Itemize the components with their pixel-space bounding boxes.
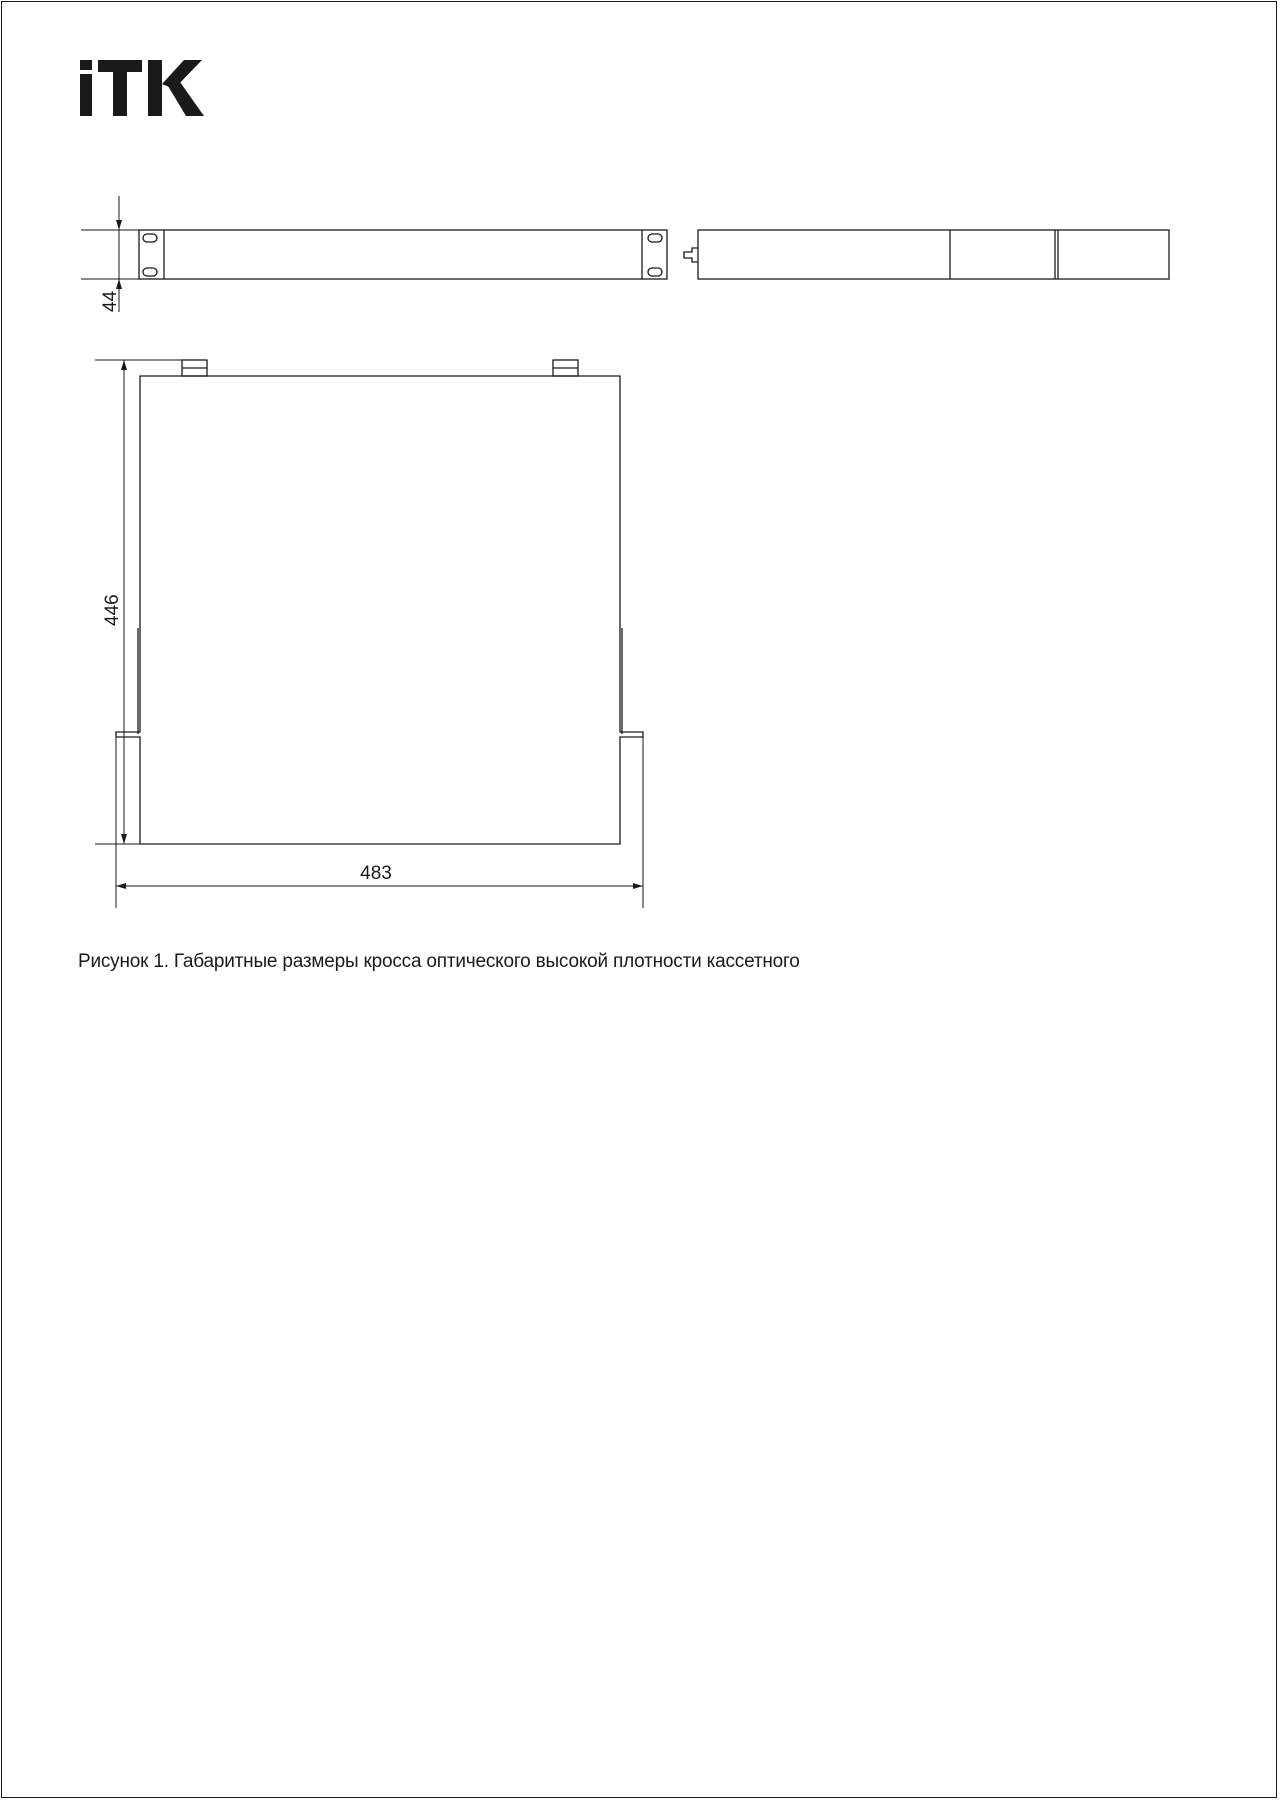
front-view	[139, 230, 667, 279]
front-panel	[139, 230, 667, 279]
figure-caption: Рисунок 1. Габаритные размеры кросса оптического высокой плотности кассетного	[78, 951, 800, 972]
side-body	[698, 230, 1169, 279]
mount-hole-bottom-right	[648, 268, 662, 276]
side-view	[684, 230, 1169, 279]
width-label: 483	[360, 863, 392, 884]
depth-label: 446	[102, 594, 123, 626]
mount-hole-top-left	[143, 234, 157, 242]
mount-hole-top-right	[648, 234, 662, 242]
mount-hole-bottom-left	[143, 268, 157, 276]
top-view	[116, 360, 643, 844]
side-latch	[684, 248, 698, 262]
top-body-outline	[116, 376, 643, 844]
height-label: 44	[100, 290, 121, 312]
